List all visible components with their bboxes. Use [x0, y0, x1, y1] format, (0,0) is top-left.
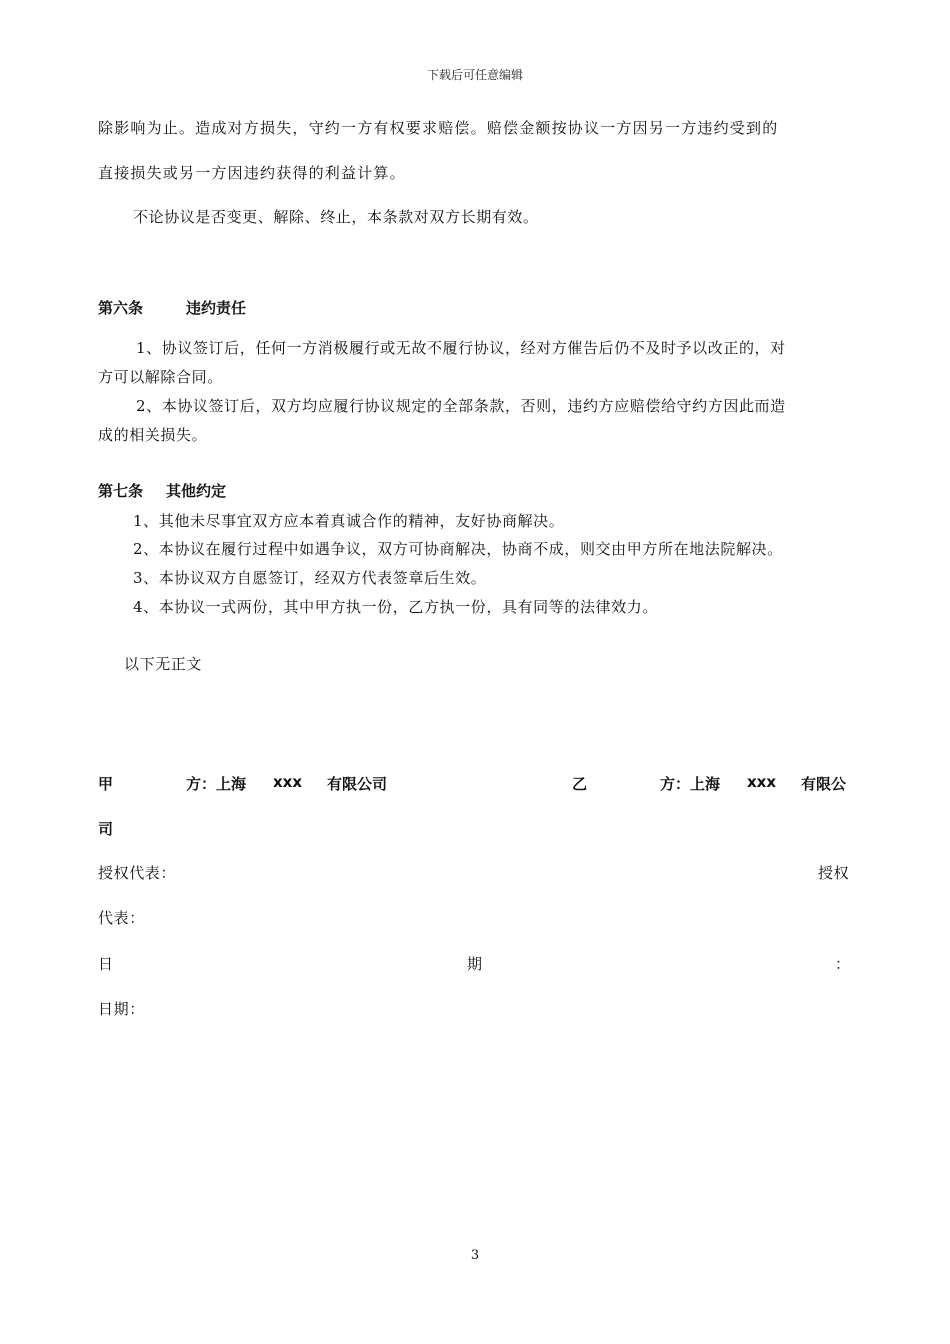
article-7-item-1: 1、其他未尽事宜双方应本着真诚合作的精神，友好协商解决。 — [133, 512, 565, 530]
article-7-number: 第七条 — [98, 482, 144, 500]
party-b-company-wrap: 司 — [98, 820, 114, 838]
article-6-title: 违约责任 — [186, 299, 247, 317]
party-a-representative: 授权代表： — [98, 864, 177, 882]
page-number: 3 — [470, 1248, 480, 1263]
party-a-label: 方：上海 — [186, 775, 247, 793]
article-6-item-2-line-2: 成的相关损失。 — [98, 426, 208, 444]
party-b-char: 乙 — [572, 775, 588, 793]
party-b-representative-part-1: 授权 — [818, 864, 850, 882]
article-6-item-1-line-2: 方可以解除合同。 — [98, 368, 223, 386]
article-6-item-2-line-1: 2、本协议签订后，双方均应履行协议规定的全部条款，否则，违约方应赔偿给守约方因此而造 — [136, 397, 786, 415]
party-a-char: 甲 — [98, 775, 114, 793]
article-7-item-2: 2、本协议在履行过程中如遇争议，双方可协商解决，协商不成，则交由甲方所在地法院解决。 — [133, 540, 783, 558]
party-b-label: 方：上海 — [660, 775, 721, 793]
party-b-xxx: xxx — [747, 773, 777, 791]
party-b-representative-part-2: 代表： — [98, 909, 145, 927]
party-a-date-char-1: 日 — [98, 955, 114, 973]
no-more-text: 以下无正文 — [124, 655, 203, 673]
article-6-number: 第六条 — [98, 299, 144, 317]
page-header: 下载后可任意编辑 — [426, 68, 523, 82]
party-a-date-colon: ： — [835, 955, 851, 973]
party-a-xxx: xxx — [273, 773, 303, 791]
party-a-date-char-2: 期 — [467, 955, 483, 973]
party-b-date: 日期： — [98, 1000, 145, 1018]
party-a-company: 有限公司 — [327, 775, 388, 793]
article-7-item-4: 4、本协议一式两份，其中甲方执一份，乙方执一份，具有同等的法律效力。 — [133, 598, 658, 616]
continuation-line-3: 不论协议是否变更、解除、终止，本条款对双方长期有效。 — [133, 208, 539, 226]
article-7-title: 其他约定 — [166, 482, 227, 500]
continuation-line-2: 直接损失或另一方因违约获得的利益计算。 — [98, 164, 406, 182]
article-7-item-3: 3、本协议双方自愿签订，经双方代表签章后生效。 — [133, 569, 487, 587]
continuation-line-1: 除影响为止。造成对方损失，守约一方有权要求赔偿。赔偿金额按协议一方因另一方违约受到的 — [98, 119, 779, 137]
article-6-item-1-line-1: 1、协议签订后，任何一方消极履行或无故不履行协议，经对方催告后仍不及时予以改正的，对 — [136, 339, 786, 357]
party-b-company: 有限公 — [801, 775, 847, 793]
